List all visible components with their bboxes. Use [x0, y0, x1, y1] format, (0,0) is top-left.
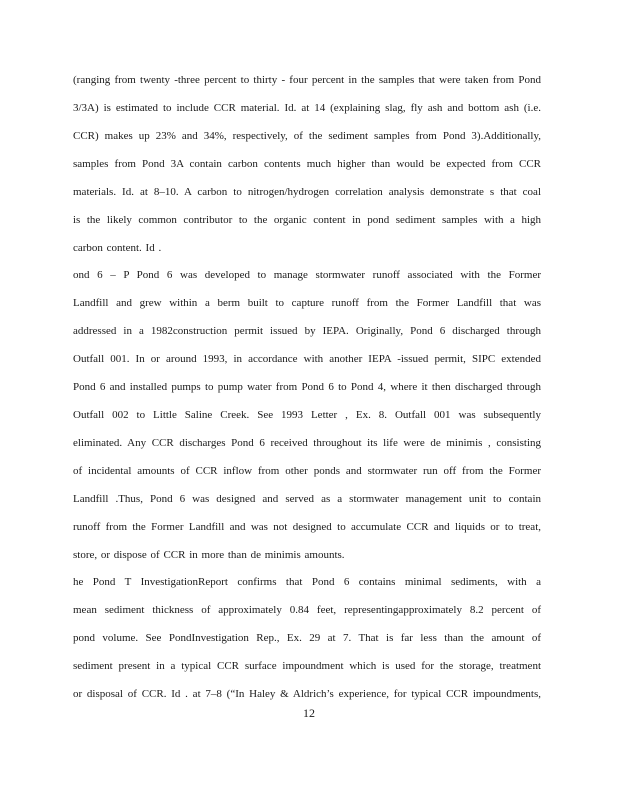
text-line: Outfall 002 to Little Saline Creek. See 1993 Letter , Ex. 8. Outfall 001 was subsequently [73, 409, 541, 421]
text-line: (ranging from twenty -three percent to thirty - four percent in the samples that were taken from Pond [73, 74, 541, 86]
text-line: CCR) makes up 23% and 34%, respectively, of the sediment samples from Pond 3).Additionally, [73, 130, 541, 142]
text-line: mean sediment thickness of approximately 0.84 feet, representingapproximately 8.2 percent of [73, 604, 541, 616]
text-line: he Pond T InvestigationReport confirms that Pond 6 contains minimal sediments, with a [73, 576, 541, 588]
text-line: 3/3A) is estimated to include CCR material. Id. at 14 (explaining slag, fly ash and bottom ash (i.e. [73, 102, 541, 114]
text-line: Pond 6 and installed pumps to pump water from Pond 6 to Pond 4, where it then discharged through [73, 381, 541, 393]
page-number: 12 [303, 706, 315, 720]
text-line: eliminated. Any CCR discharges Pond 6 received throughout its life were de minimis , consisting [73, 437, 541, 449]
text-line: pond volume. See PondInvestigation Rep., Ex. 29 at 7. That is far less than the amount of [73, 632, 541, 644]
text-line: of incidental amounts of CCR inflow from other ponds and stormwater run off from the Former [73, 465, 541, 477]
text-line: sediment present in a typical CCR surface impoundment which is used for the storage, treatment [73, 660, 541, 672]
text-line: addressed in a 1982construction permit issued by IEPA. Originally, Pond 6 discharged through [73, 325, 541, 337]
text-line: or disposal of CCR. Id . at 7–8 (“In Haley & Aldrich’s experience, for typical CCR impoundments, [73, 688, 541, 700]
text-line: store, or dispose of CCR in more than de minimis amounts. [73, 549, 345, 561]
text-line: Landfill and grew within a berm built to capture runoff from the Former Landfill that was [73, 297, 541, 309]
text-line: is the likely common contributor to the organic content in pond sediment samples with a high [73, 214, 541, 226]
text-line: runoff from the Former Landfill and was not designed to accumulate CCR and liquids or to treat, [73, 521, 541, 533]
text-line: Landfill .Thus, Pond 6 was designed and served as a stormwater management unit to contain [73, 493, 541, 505]
text-line: carbon content. Id . [73, 242, 162, 254]
text-line: samples from Pond 3A contain carbon contents much higher than would be expected from CCR [73, 158, 541, 170]
text-line: Outfall 001. In or around 1993, in accordance with another IEPA -issued permit, SIPC extended [73, 353, 541, 365]
text-line: materials. Id. at 8–10. A carbon to nitrogen/hydrogen correlation analysis demonstrate s that coal [73, 186, 541, 198]
text-line: ond 6 – P Pond 6 was developed to manage stormwater runoff associated with the Former [73, 269, 541, 281]
